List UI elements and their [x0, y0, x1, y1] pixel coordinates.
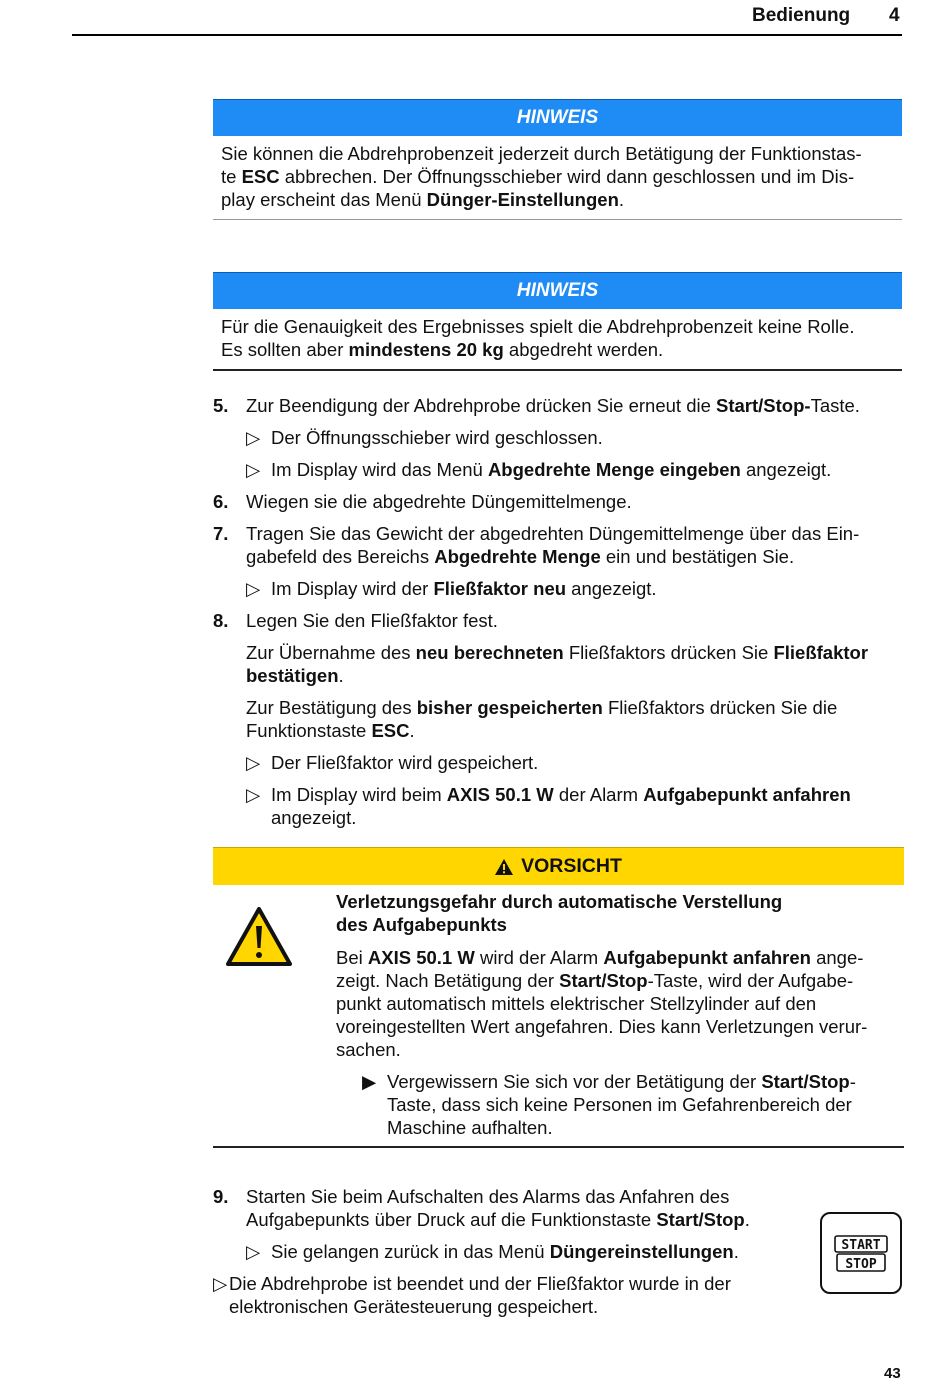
warning-title: VORSICHT: [521, 855, 622, 877]
result-triangle-icon: ▷: [246, 752, 261, 773]
result-triangle-icon: ▷: [246, 427, 261, 448]
notice-line: play erscheint das Menü Dünger-Einstellungen.: [221, 189, 625, 210]
step-text: Wiegen sie die abgedrehte Düngemittelmenge.: [246, 491, 632, 512]
result-item: ▷ Im Display wird beim AXIS 50.1 W der Alarm Aufgabepunkt anfahren angezeigt.: [246, 784, 851, 828]
result-triangle-icon: ▷: [246, 1241, 261, 1262]
stop-label: STOP: [845, 1257, 877, 1272]
result-item: ▷ Der Öffnungsschieber wird geschlossen.: [246, 427, 603, 448]
notice-body: [213, 309, 902, 369]
start-stop-key-icon: [820, 1212, 902, 1294]
warning-triangle-icon: [495, 859, 513, 875]
notice-title: HINWEIS: [213, 99, 902, 136]
notice-box-2: [213, 272, 902, 371]
step-number: 8.: [213, 610, 229, 631]
result-triangle-icon: ▷: [213, 1273, 228, 1294]
notice-box-1: [213, 99, 902, 220]
notice-rule: [213, 369, 902, 371]
notice-line: Sie können die Abdrehprobenzeit jederzeit durch Betätigung der Funktionstas-: [221, 143, 862, 164]
header-rule: [72, 34, 902, 36]
result-item: ▷ Der Fließfaktor wird gespeichert.: [246, 752, 539, 773]
result-item: ▷ Im Display wird das Menü Abgedrehte Menge eingeben angezeigt.: [246, 459, 832, 480]
header-chapter-number: 4: [889, 5, 900, 26]
warning-rule: [213, 1146, 904, 1148]
notice-rule: [213, 219, 902, 220]
notice-title: HINWEIS: [213, 272, 902, 309]
start-label: START: [841, 1238, 881, 1253]
warning-box: [213, 847, 904, 885]
warning-heading: Verletzungsgefahr durch automatische Verstellung des Aufgabepunkts: [336, 891, 783, 935]
warning-title-bar: [213, 847, 904, 885]
result-triangle-icon: ▷: [246, 578, 261, 599]
step-text: Legen Sie den Fließfaktor fest.: [246, 610, 498, 631]
step-number: 6.: [213, 491, 229, 512]
result-item: ▷ Im Display wird der Fließfaktor neu angezeigt.: [246, 578, 657, 599]
step-number: 7.: [213, 523, 229, 544]
step-number: 9.: [213, 1186, 229, 1207]
step-number: 5.: [213, 395, 229, 416]
step-text: Zur Beendigung der Abdrehprobe drücken Sie erneut die Start/Stop-Taste.: [246, 395, 860, 416]
warning-body: Bei AXIS 50.1 W wird der Alarm Aufgabepunkt anfahren ange- zeigt. Nach Betätigung der Start/Stop-Taste, wird der Aufgabe- punkt automatisch mittels elektrischer Stellzylinder auf den voreingestellten Wert angefahren. Dies kann Verletzungen verur- sachen.: [336, 947, 868, 1060]
notice-body: [213, 136, 902, 219]
warning-sign-icon: [225, 906, 293, 968]
step-text: Starten Sie beim Aufschalten des Alarms das Anfahren des Aufgabepunkts über Druck auf die Funktionstaste Start/Stop.: [246, 1186, 750, 1230]
page-number: 43: [884, 1365, 901, 1382]
step-text: Tragen Sie das Gewicht der abgedrehten Düngemittelmenge über das Ein- gabefeld des Bereichs Abgedrehte Menge ein und bestätigen Sie.: [246, 523, 860, 567]
result-triangle-icon: ▷: [246, 784, 261, 805]
notice-line: Es sollten aber mindestens 20 kg abgedreht werden.: [221, 339, 664, 360]
step-paragraph: Zur Übernahme des neu berechneten Fließfaktors drücken Sie Fließfaktor bestätigen.: [246, 642, 869, 686]
result-triangle-icon: ▷: [246, 459, 261, 480]
result-item: ▷ Sie gelangen zurück in das Menü Düngereinstellungen.: [246, 1241, 739, 1262]
notice-line: Für die Genauigkeit des Ergebnisses spielt die Abdrehprobenzeit keine Rolle.: [221, 316, 855, 337]
step-paragraph: Zur Bestätigung des bisher gespeicherten Fließfaktors drücken Sie die Funktionstaste ESC.: [246, 697, 838, 741]
notice-line: te ESC abbrechen. Der Öffnungsschieber wird dann geschlossen und im Dis-: [221, 166, 855, 187]
header-section-title: Bedienung: [752, 5, 851, 26]
measure-arrow-icon: ▶: [362, 1071, 377, 1092]
